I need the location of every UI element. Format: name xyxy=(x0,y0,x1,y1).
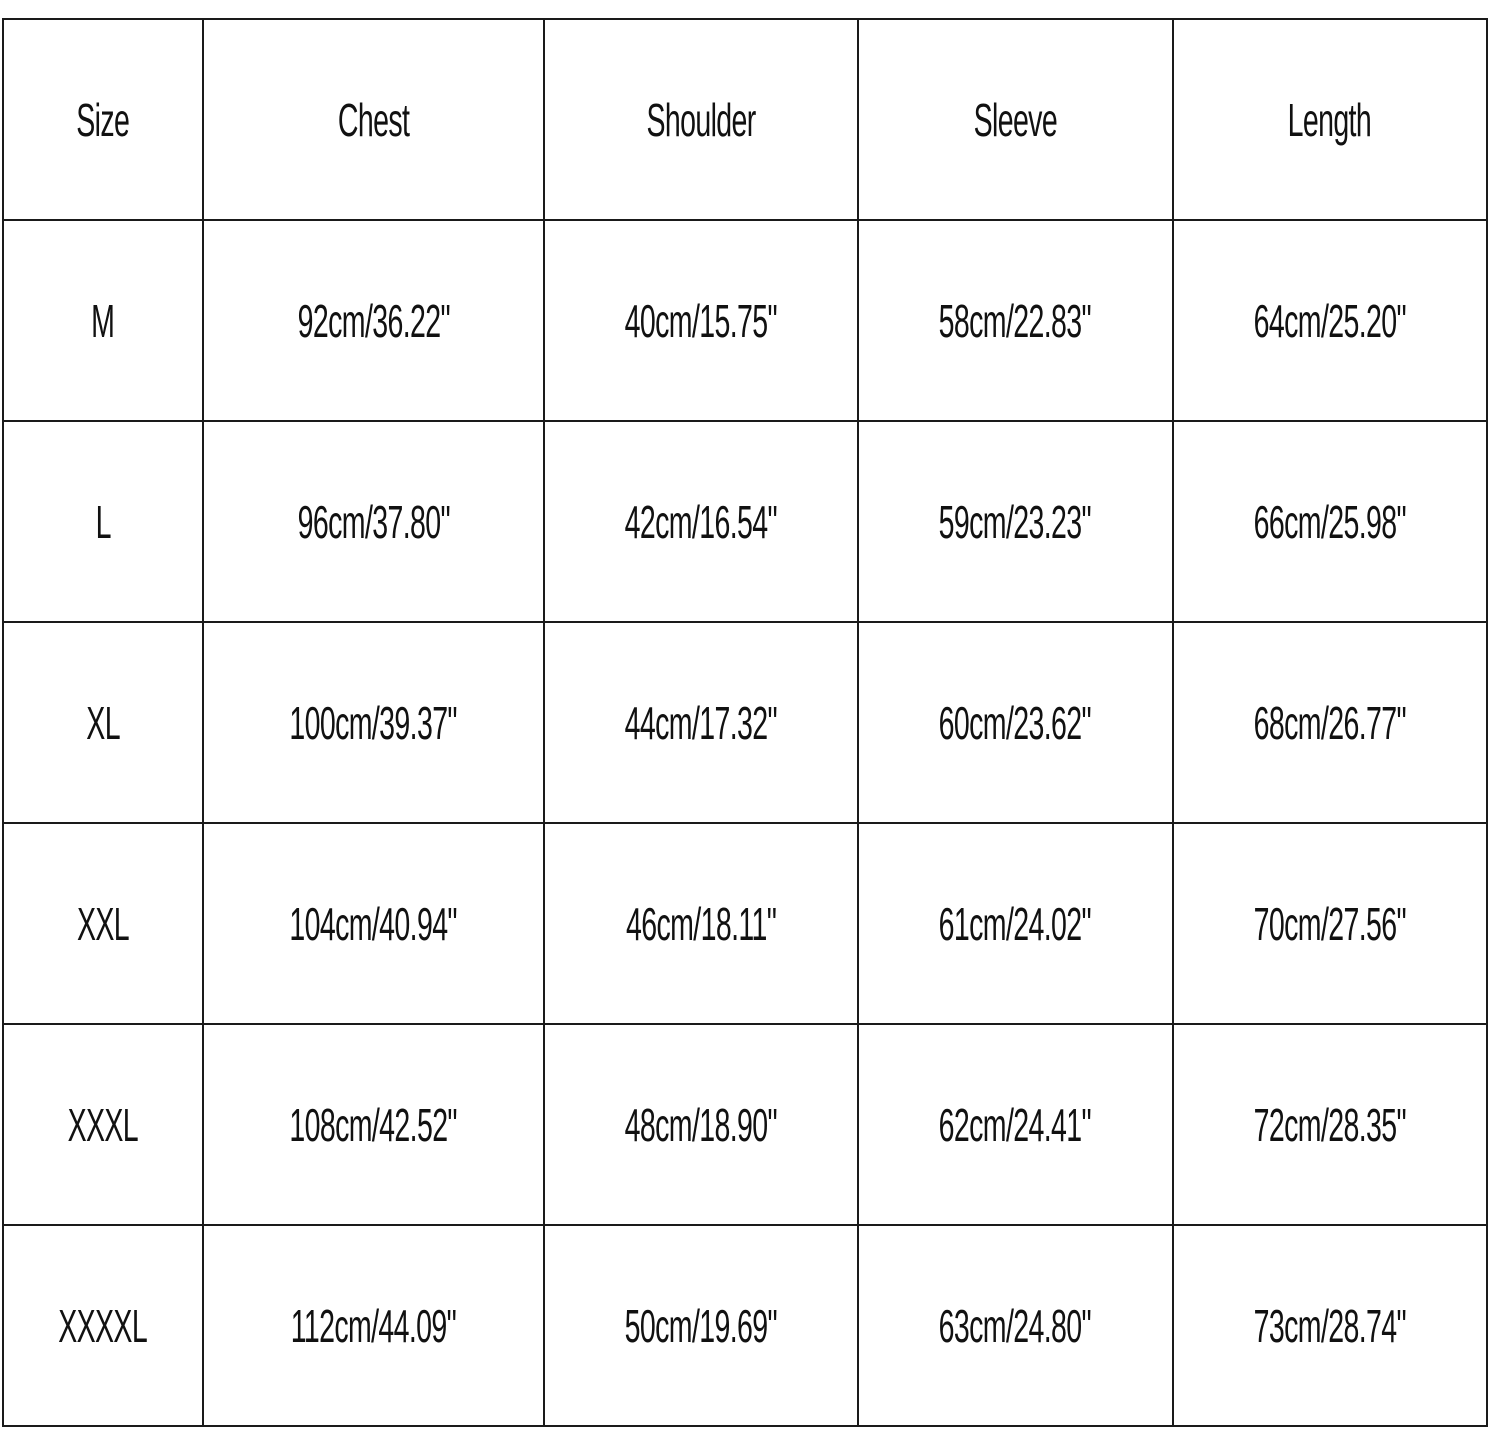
length-value: 72cm/28.35" xyxy=(1253,1098,1406,1151)
shoulder-value: 42cm/16.54" xyxy=(624,495,778,548)
size-value: XXXXL xyxy=(58,1299,148,1352)
header-cell-chest xyxy=(203,19,543,220)
length-value: 68cm/26.77" xyxy=(1253,696,1406,749)
chest-value: 104cm/40.94" xyxy=(289,897,458,950)
header-cell-length xyxy=(1173,19,1487,220)
sleeve-value: 58cm/22.83" xyxy=(939,294,1092,347)
size-cell xyxy=(3,622,203,823)
length-cell xyxy=(1173,1024,1487,1225)
sleeve-value: 62cm/24.41" xyxy=(939,1098,1092,1151)
sleeve-value: 59cm/23.23" xyxy=(939,495,1092,548)
header-cell-sleeve xyxy=(858,19,1172,220)
chest-value: 112cm/44.09" xyxy=(290,1299,457,1352)
length-value: 64cm/25.20" xyxy=(1253,294,1406,347)
header-label: Size xyxy=(76,93,130,146)
chest-value: 108cm/42.52" xyxy=(289,1098,458,1151)
shoulder-cell xyxy=(544,220,858,421)
length-cell xyxy=(1173,421,1487,622)
chest-cell xyxy=(203,220,543,421)
shoulder-value: 40cm/15.75" xyxy=(624,294,778,347)
sleeve-cell xyxy=(858,421,1172,622)
sleeve-cell xyxy=(858,1225,1172,1426)
table-row xyxy=(3,421,1487,622)
table-row xyxy=(3,1024,1487,1225)
shoulder-cell xyxy=(544,823,858,1024)
size-cell xyxy=(3,421,203,622)
size-chart-table xyxy=(2,18,1488,1427)
sleeve-cell xyxy=(858,622,1172,823)
sleeve-value: 60cm/23.62" xyxy=(939,696,1092,749)
chest-cell xyxy=(203,1024,543,1225)
table-row xyxy=(3,823,1487,1024)
length-value: 66cm/25.98" xyxy=(1253,495,1406,548)
table-row xyxy=(3,622,1487,823)
size-value: XXXL xyxy=(67,1098,139,1151)
shoulder-value: 48cm/18.90" xyxy=(624,1098,778,1151)
size-cell xyxy=(3,1024,203,1225)
header-label: Length xyxy=(1288,93,1372,146)
chest-cell xyxy=(203,622,543,823)
shoulder-value: 46cm/18.11" xyxy=(625,897,777,950)
sleeve-value: 63cm/24.80" xyxy=(939,1299,1092,1352)
size-value: XL xyxy=(86,696,120,749)
header-cell-shoulder xyxy=(544,19,858,220)
length-cell xyxy=(1173,622,1487,823)
size-value: M xyxy=(91,294,115,347)
chest-cell xyxy=(203,823,543,1024)
sleeve-cell xyxy=(858,823,1172,1024)
shoulder-cell xyxy=(544,1024,858,1225)
header-label: Sleeve xyxy=(973,93,1058,146)
sleeve-value: 61cm/24.02" xyxy=(939,897,1092,950)
size-cell xyxy=(3,220,203,421)
chest-value: 92cm/36.22" xyxy=(297,294,450,347)
header-cell-size xyxy=(3,19,203,220)
chest-value: 100cm/39.37" xyxy=(289,696,458,749)
length-value: 73cm/28.74" xyxy=(1253,1299,1406,1352)
table-row xyxy=(3,1225,1487,1426)
shoulder-cell xyxy=(544,622,858,823)
sleeve-cell xyxy=(858,1024,1172,1225)
header-row xyxy=(3,19,1487,220)
header-label: Chest xyxy=(337,93,410,146)
shoulder-cell xyxy=(544,421,858,622)
chest-value: 96cm/37.80" xyxy=(297,495,450,548)
size-cell xyxy=(3,823,203,1024)
length-cell xyxy=(1173,220,1487,421)
length-cell xyxy=(1173,823,1487,1024)
length-value: 70cm/27.56" xyxy=(1253,897,1406,950)
size-cell xyxy=(3,1225,203,1426)
shoulder-cell xyxy=(544,1225,858,1426)
size-value: XXL xyxy=(77,897,130,950)
shoulder-value: 50cm/19.69" xyxy=(624,1299,778,1352)
shoulder-value: 44cm/17.32" xyxy=(624,696,778,749)
table-row xyxy=(3,220,1487,421)
sleeve-cell xyxy=(858,220,1172,421)
header-label: Shoulder xyxy=(646,93,756,146)
length-cell xyxy=(1173,1225,1487,1426)
chest-cell xyxy=(203,1225,543,1426)
chest-cell xyxy=(203,421,543,622)
size-value: L xyxy=(95,495,111,548)
